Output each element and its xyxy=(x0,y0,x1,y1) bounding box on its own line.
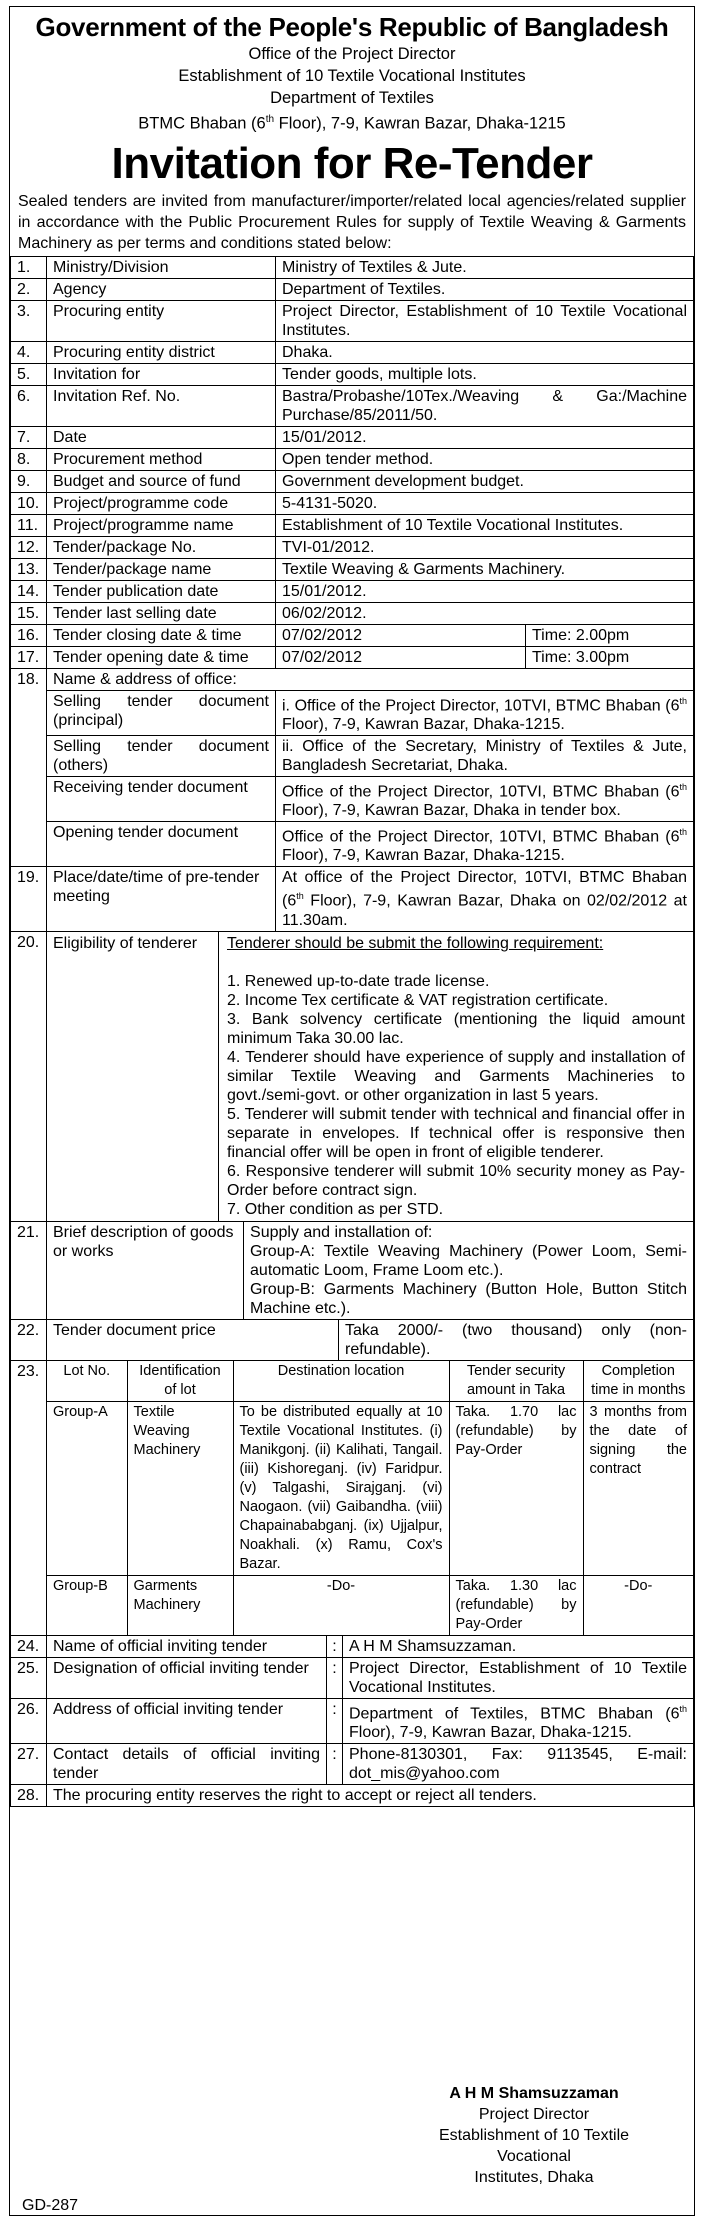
row-number: 18. xyxy=(11,668,47,867)
table-row xyxy=(11,470,694,492)
offices-table xyxy=(10,668,694,932)
table-row xyxy=(11,426,694,448)
lot-time: -Do- xyxy=(583,1575,693,1635)
row-number: 14. xyxy=(11,580,47,602)
row-label: Tender opening date & time xyxy=(47,646,276,668)
office-value: Office of the Project Director, 10TVI, BTMC Bhaban (6th Floor), 7-9, Kawran Bazar, Dhaka in tender box. xyxy=(276,776,694,821)
table-row xyxy=(11,580,694,602)
row-value: A H M Shamsuzzaman. xyxy=(343,1635,694,1657)
requirement-item: 7. Other condition as per STD. xyxy=(227,1200,444,1218)
row-number: 11. xyxy=(11,514,47,536)
row-number: 2. xyxy=(11,278,47,300)
lot-security: Taka. 1.30 lac (refundable) by Pay-Order xyxy=(449,1575,583,1635)
lot-id: Textile Weaving Machinery xyxy=(127,1401,233,1575)
row-number: 8. xyxy=(11,448,47,470)
row-value: At office of the Project Director, 10TVI, BTMC Bhaban (6th Floor), 7-9, Kawran Bazar, Dhaka on 02/02/2012 at 11.30am. xyxy=(276,867,694,931)
lots-cell xyxy=(47,1360,694,1635)
office-value: ii. Office of the Secretary, Ministry of Textiles & Jute, Bangladesh Secretariat, Dhaka. xyxy=(276,735,694,776)
row-label: Name & address of office: xyxy=(47,668,694,690)
row-number: 10. xyxy=(11,492,47,514)
row-label: Project/programme name xyxy=(47,514,276,536)
col-header: Destination location xyxy=(233,1361,449,1402)
tender-table xyxy=(10,256,694,625)
notice-title: Invitation for Re-Tender xyxy=(111,138,593,188)
lot-destination: To be distributed equally at 10 Textile Vocational Institutes. (i) Manikgonj. (ii) Kalihati, Tangail. (iii) Kishoreganj. (iv) Faridpur. (v) Talgashi, Sirajganj. (vi) Naogaon. (vii) Gaibandha. (viii) Chapainababganj. (ix) Ujjalpur, Noakhali. (x) Ramu, Cox's Bazar. xyxy=(233,1401,449,1575)
row-label: Tender publication date xyxy=(47,580,276,602)
office-line: Office of the Project Director xyxy=(248,45,456,63)
row-number: 24. xyxy=(11,1635,47,1657)
row-value: Project Director, Establishment of 10 Textile Vocational Institutes. xyxy=(276,300,694,341)
opening-date: 07/02/2012 xyxy=(276,646,526,668)
lot-destination: -Do- xyxy=(233,1575,449,1635)
row-value: Textile Weaving & Garments Machinery. xyxy=(276,558,694,580)
table-row xyxy=(11,1785,694,1807)
table-row xyxy=(11,536,694,558)
row-number: 20. xyxy=(11,931,47,1221)
table-row xyxy=(11,341,694,363)
row-label: Place/date/time of pre-tender meeting xyxy=(47,867,276,931)
group-b-description: Group-B: Garments Machinery (Button Hole, Button Stitch Machine etc.). xyxy=(250,1280,687,1317)
requirement-item: 1. Renewed up-to-date trade license. xyxy=(227,972,490,990)
lot-no: Group-A xyxy=(47,1401,127,1575)
row-value: TVI-01/2012. xyxy=(276,536,694,558)
table-row xyxy=(11,1744,694,1785)
closing-date: 07/02/2012 xyxy=(276,624,526,646)
table-row xyxy=(11,822,694,867)
table-row xyxy=(11,735,694,776)
table-row xyxy=(11,278,694,300)
rights-text: The procuring entity reserves the right to accept or reject all tenders. xyxy=(47,1785,694,1807)
row-value: 15/01/2012. xyxy=(276,580,694,602)
row-label: Tender closing date & time xyxy=(47,624,276,646)
row-number: 28. xyxy=(11,1785,47,1807)
row-value: Department of Textiles. xyxy=(276,278,694,300)
table-row xyxy=(11,1221,694,1319)
price-value: Taka 2000/- (two thousand) only (non-refundable). xyxy=(339,1319,694,1360)
col-header: Completion time in months xyxy=(583,1361,693,1402)
row-value: 5-4131-5020. xyxy=(276,492,694,514)
opening-time: Time: 3.00pm xyxy=(526,646,694,668)
signature-block xyxy=(404,2083,664,2188)
row-number: 25. xyxy=(11,1657,47,1698)
table-row xyxy=(11,492,694,514)
row-label: Procuring entity district xyxy=(47,341,276,363)
table-row xyxy=(11,448,694,470)
row-value: Tender goods, multiple lots. xyxy=(276,363,694,385)
row-label: Brief description of goods or works xyxy=(47,1221,244,1319)
row-label: Tender/package name xyxy=(47,558,276,580)
row-number: 13. xyxy=(11,558,47,580)
requirement-item: 6. Responsive tenderer will submit 10% security money as Pay-Order before contract sign. xyxy=(227,1162,685,1199)
requirement-item: 5. Tenderer will submit tender with technical and financial offer in separate in envelopes. If technical offer is responsive then financial offer will be open in front of eligible tenderer. xyxy=(227,1105,685,1161)
row-label: Budget and source of fund xyxy=(47,470,276,492)
department-line: Department of Textiles xyxy=(270,89,434,107)
signatory-designation: Project Director xyxy=(478,2106,590,2123)
row-value: Project Director, Establishment of 10 Textile Vocational Institutes. xyxy=(343,1657,694,1698)
price-table xyxy=(10,1319,694,1361)
lot-security: Taka. 1.70 lac (refundable) by Pay-Order xyxy=(449,1401,583,1575)
signatory-name: A H M Shamsuzzaman xyxy=(449,2085,619,2102)
lots-outer xyxy=(10,1360,694,1636)
row-label: Procuring entity xyxy=(47,300,276,341)
row-number: 12. xyxy=(11,536,47,558)
lot-id: Garments Machinery xyxy=(127,1575,233,1635)
requirement-item: 3. Bank solvency certificate (mentioning the liquid amount minimum Taka 30.00 lac. xyxy=(227,1010,685,1047)
row-label: Tender last selling date xyxy=(47,602,276,624)
office-label: Receiving tender document xyxy=(47,776,276,821)
closing-time: Time: 2.00pm xyxy=(526,624,694,646)
table-row xyxy=(11,1319,694,1360)
requirements-title: Tenderer should be submit the following requirement: xyxy=(227,934,604,952)
table-row xyxy=(11,1657,694,1698)
colon-separator: : xyxy=(327,1698,343,1743)
lots-table xyxy=(47,1361,693,1635)
table-row xyxy=(11,602,694,624)
row-value: Open tender method. xyxy=(276,448,694,470)
table-row xyxy=(11,1635,694,1657)
table-row xyxy=(11,624,694,646)
eligibility-requirements xyxy=(219,931,694,1221)
row-number: 17. xyxy=(11,646,47,668)
office-label: Selling tender document (principal) xyxy=(47,690,276,735)
row-label: Agency xyxy=(47,278,276,300)
table-row xyxy=(11,558,694,580)
office-label: Opening tender document xyxy=(47,822,276,867)
goods-intro: Supply and installation of: xyxy=(250,1223,433,1241)
row-number: 16. xyxy=(11,624,47,646)
row-number: 6. xyxy=(11,385,47,426)
row-label: Project/programme code xyxy=(47,492,276,514)
table-row xyxy=(11,385,694,426)
official-table xyxy=(10,1635,694,1785)
lot-time: 3 months from the date of signing the contract xyxy=(583,1401,693,1575)
goods-table xyxy=(10,1221,694,1320)
row-label: Invitation for xyxy=(47,363,276,385)
table-row xyxy=(11,514,694,536)
table-row xyxy=(11,363,694,385)
row-label: Eligibility of tenderer xyxy=(47,931,219,1221)
row-value: Government development budget. xyxy=(276,470,694,492)
row-label: Address of official inviting tender xyxy=(47,1698,327,1743)
lot-no: Group-B xyxy=(47,1575,127,1635)
colon-separator: : xyxy=(327,1657,343,1698)
row-value: Bastra/Probashe/10Tex./Weaving & Ga:/Machine Purchase/85/2011/50. xyxy=(276,385,694,426)
goods-description xyxy=(244,1221,694,1319)
table-row xyxy=(11,690,694,735)
row-number: 4. xyxy=(11,341,47,363)
row-label: Designation of official inviting tender xyxy=(47,1657,327,1698)
col-header: Tender security amount in Taka xyxy=(449,1361,583,1402)
office-value: i. Office of the Project Director, 10TVI, BTMC Bhaban (6th Floor), 7-9, Kawran Bazar, Dhaka-1215. xyxy=(276,690,694,735)
intro-paragraph: Sealed tenders are invited from manufacturer/importer/related local agencies/related supplier in accordance with the Public Procurement Rules for supply of Textile Weaving & Garments Machinery as per terms and conditions stated below: xyxy=(18,192,686,252)
row-number: 19. xyxy=(11,867,47,931)
row-value: Department of Textiles, BTMC Bhaban (6th Floor), 7-9, Kawran Bazar, Dhaka-1215. xyxy=(343,1698,694,1743)
signatory-line1: Establishment of 10 Textile Vocational xyxy=(438,2127,630,2165)
row-label: Name of official inviting tender xyxy=(47,1635,327,1657)
government-heading: Government of the People's Republic of Bangladesh xyxy=(35,12,669,42)
row-value: Ministry of Textiles & Jute. xyxy=(276,256,694,278)
row-number: 15. xyxy=(11,602,47,624)
row-value: 06/02/2012. xyxy=(276,602,694,624)
office-value: Office of the Project Director, 10TVI, BTMC Bhaban (6th Floor), 7-9, Kawran Bazar, Dhaka-1215. xyxy=(276,822,694,867)
lots-header-row xyxy=(47,1361,693,1402)
col-header: Lot No. xyxy=(47,1361,127,1402)
row-number: 27. xyxy=(11,1744,47,1785)
row-label: Tender/package No. xyxy=(47,536,276,558)
table-row xyxy=(11,256,694,278)
lot-row xyxy=(47,1401,693,1575)
row-value: Dhaka. xyxy=(276,341,694,363)
col-header: Identification of lot xyxy=(127,1361,233,1402)
row-number: 9. xyxy=(11,470,47,492)
row-number: 23. xyxy=(11,1360,47,1635)
row-value: Establishment of 10 Textile Vocational Institutes. xyxy=(276,514,694,536)
row-value: 15/01/2012. xyxy=(276,426,694,448)
row-number: 3. xyxy=(11,300,47,341)
table-row xyxy=(11,668,694,690)
table-row xyxy=(11,1360,694,1635)
signatory-line2: Institutes, Dhaka xyxy=(474,2169,594,2186)
establishment-line: Establishment of 10 Textile Vocational Institutes xyxy=(178,67,526,85)
colon-separator: : xyxy=(327,1635,343,1657)
table-row xyxy=(11,646,694,668)
row-number: 22. xyxy=(11,1319,47,1360)
tender-notice xyxy=(9,6,695,2216)
office-label: Selling tender document (others) xyxy=(47,735,276,776)
table-row xyxy=(11,300,694,341)
row-label: Ministry/Division xyxy=(47,256,276,278)
row-label: Invitation Ref. No. xyxy=(47,385,276,426)
table-row xyxy=(11,867,694,931)
rights-table xyxy=(10,1784,694,1807)
table-row xyxy=(11,776,694,821)
row-value: Phone-8130301, Fax: 9113545, E-mail: dot_mis@yahoo.com xyxy=(343,1744,694,1785)
requirement-item: 2. Income Tex certificate & VAT registration certificate. xyxy=(227,991,609,1009)
row-number: 26. xyxy=(11,1698,47,1743)
row-label: Procurement method xyxy=(47,448,276,470)
table-row xyxy=(11,1698,694,1743)
row-number: 1. xyxy=(11,256,47,278)
row-number: 5. xyxy=(11,363,47,385)
eligibility-table xyxy=(10,931,694,1222)
notice-header xyxy=(10,11,694,191)
row-label: Date xyxy=(47,426,276,448)
row-number: 21. xyxy=(11,1221,47,1319)
requirement-item: 4. Tenderer should have experience of supply and installation of similar Textile Weaving and Garments Machineries to govt./semi-govt. or other organization in last 5 years. xyxy=(227,1048,685,1104)
notice-code: GD-287 xyxy=(22,2197,79,2214)
closing-opening-table xyxy=(10,624,694,669)
row-label: Contact details of official inviting tender xyxy=(47,1744,327,1785)
table-row xyxy=(11,931,694,1221)
row-label: Tender document price xyxy=(47,1319,339,1360)
address-line: BTMC Bhaban (6th Floor), 7-9, Kawran Bazar, Dhaka-1215 xyxy=(138,114,566,133)
row-number: 7. xyxy=(11,426,47,448)
colon-separator: : xyxy=(327,1744,343,1785)
lot-row xyxy=(47,1575,693,1635)
group-a-description: Group-A: Textile Weaving Machinery (Power Loom, Semi-automatic Loom, Frame Loom etc.). xyxy=(250,1242,687,1279)
